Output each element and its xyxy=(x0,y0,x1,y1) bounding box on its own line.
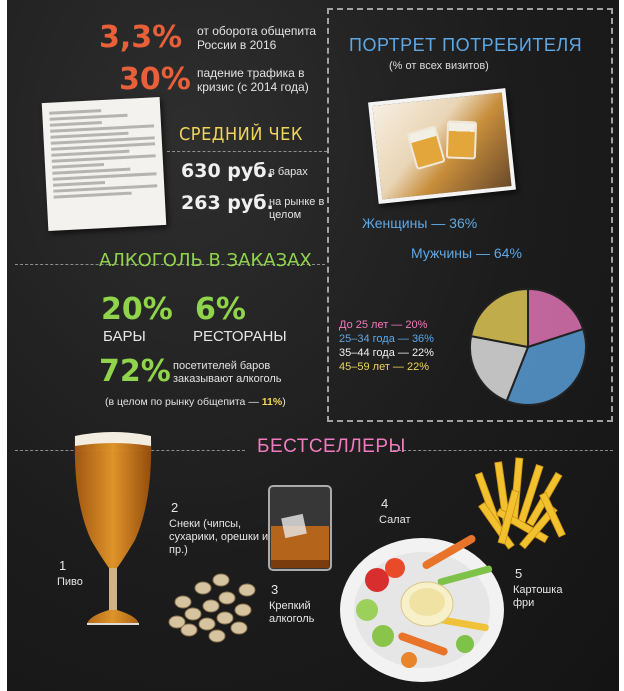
item-1-num: 1 xyxy=(59,558,67,573)
age-legend-item: 25–34 года — 36% xyxy=(339,333,434,345)
divider-line xyxy=(167,151,327,152)
avg-check-market-value: 263 руб. xyxy=(181,192,274,214)
age-legend-item: 35–44 года — 22% xyxy=(339,347,434,359)
alcohol-bars-label: БАРЫ xyxy=(103,328,146,345)
bestsellers-title: БЕСТСЕЛЛЕРЫ xyxy=(257,436,406,457)
item-1-label: Пиво xyxy=(57,576,83,588)
portrait-title: ПОРТРЕТ ПОТРЕБИТЕЛЯ xyxy=(349,35,583,55)
alcohol-rest-value: 6% xyxy=(195,292,246,327)
age-legend-item: 45–59 лет — 22% xyxy=(339,361,429,373)
pie-slice xyxy=(471,289,528,347)
avg-check-market-text: на рынке в целом xyxy=(269,196,325,221)
alcohol-market-note: (в целом по рынку общепита — 11%) xyxy=(105,396,286,408)
item-4-num: 4 xyxy=(381,496,389,511)
men-share: Мужчины — 64% xyxy=(411,245,522,261)
pistachios-image xyxy=(163,566,259,644)
alcohol-title: АЛКОГОЛЬ В ЗАКАЗАХ xyxy=(99,250,312,271)
fries-image xyxy=(475,452,575,562)
avg-check-bars-value: 630 руб. xyxy=(181,160,274,182)
whisky-glass-image xyxy=(265,482,335,574)
beer-glass-image xyxy=(69,430,157,630)
item-3-num: 3 xyxy=(271,582,279,597)
item-2-label: Снеки (чипсы, сухарики, орешки и пр.) xyxy=(169,518,269,556)
alcohol-visitors-value: 72% xyxy=(99,354,171,389)
age-legend xyxy=(339,318,434,374)
stat-share-text: от оборота общепита России в 2016 xyxy=(197,24,317,52)
age-pie-chart xyxy=(465,284,591,410)
beer-toast-photo xyxy=(368,88,516,204)
alcohol-rest-label: РЕСТОРАНЫ xyxy=(193,328,287,345)
item-5-num: 5 xyxy=(515,566,523,581)
item-3-label: Крепкий алкоголь xyxy=(269,600,315,625)
divider-line xyxy=(393,450,613,451)
chalkboard-infographic xyxy=(7,0,619,691)
item-5-label: Картошка фри xyxy=(513,584,563,609)
women-share: Женщины — 36% xyxy=(362,215,478,231)
alcohol-bars-value: 20% xyxy=(101,292,173,327)
stat-traffic-value: 30% xyxy=(119,62,191,97)
alcohol-visitors-text: посетителей баров заказывают алкоголь xyxy=(173,360,282,385)
portrait-subtitle: (% от всех визитов) xyxy=(389,60,489,72)
item-4-label: Салат xyxy=(379,514,411,526)
age-legend-item: До 25 лет — 20% xyxy=(339,319,428,331)
avg-check-bars-text: в барах xyxy=(269,166,308,178)
stat-share-value: 3,3% xyxy=(99,20,183,55)
receipt-image xyxy=(42,97,167,231)
item-2-num: 2 xyxy=(171,500,179,515)
avg-check-title: СРЕДНИЙ ЧЕК xyxy=(179,124,303,145)
stat-traffic-text: падение трафика в кризис (с 2014 года) xyxy=(197,66,309,94)
